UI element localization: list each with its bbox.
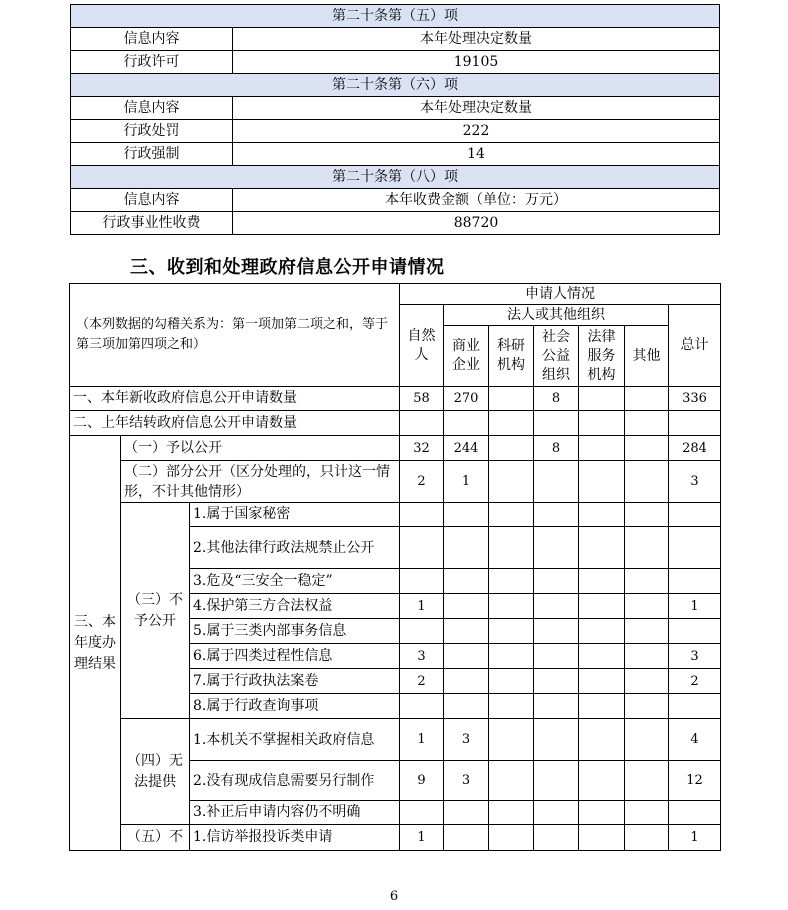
cell [534, 761, 579, 801]
cell [444, 801, 489, 825]
cell [579, 825, 625, 851]
row-label: 1.信访举报投诉类申请 [190, 825, 400, 851]
cell [534, 503, 579, 527]
cell: 1 [400, 719, 444, 761]
cell [444, 569, 489, 594]
cell [489, 387, 534, 411]
cell [669, 503, 721, 527]
cell: 3 [400, 644, 444, 669]
cell [534, 619, 579, 644]
cell: 12 [669, 761, 721, 801]
cell [489, 436, 534, 461]
cell [625, 719, 669, 761]
result-label: 三、本年度办理结果 [70, 436, 121, 851]
cell [534, 694, 579, 719]
row-label: 5.属于三类内部事务信息 [190, 619, 400, 644]
cell: 3 [444, 719, 489, 761]
cell: 3 [444, 761, 489, 801]
cell [400, 569, 444, 594]
column-header: 总计 [669, 305, 721, 387]
cell [534, 594, 579, 619]
cell: 8 [534, 387, 579, 411]
cell: 336 [669, 387, 721, 411]
row-label: 4.保护第三方合法权益 [190, 594, 400, 619]
cell [444, 825, 489, 851]
section-header: 第二十条第（六）项 [71, 74, 720, 97]
group-label: （三）不予公开 [121, 503, 190, 719]
cell [579, 669, 625, 694]
column-header: 自然人 [400, 305, 444, 387]
cell [579, 569, 625, 594]
cell: 2 [400, 461, 444, 503]
cell [579, 619, 625, 644]
row-label: 信息内容 [71, 28, 233, 51]
cell: 8 [534, 436, 579, 461]
section-title: 三、收到和处理政府信息公开申请情况 [130, 257, 445, 278]
cell [489, 461, 534, 503]
cell: 1 [669, 594, 721, 619]
row-label: 6.属于四类过程性信息 [190, 644, 400, 669]
cell: 3 [669, 461, 721, 503]
cell: 58 [400, 387, 444, 411]
cell [489, 825, 534, 851]
row-label: 3.补正后申请内容仍不明确 [190, 801, 400, 825]
cell: 3 [669, 644, 721, 669]
row-label: 3.危及“三安全一稳定” [190, 569, 400, 594]
column-header: 科研机构 [489, 326, 534, 387]
cell [534, 569, 579, 594]
cell [579, 527, 625, 569]
cell [669, 619, 721, 644]
cell [400, 503, 444, 527]
row-label: 2.其他法律行政法规禁止公开 [190, 527, 400, 569]
cell [625, 411, 669, 436]
row-value: 222 [233, 120, 720, 143]
applicant-header: 申请人情况 [400, 284, 721, 305]
cell [444, 594, 489, 619]
cell [489, 644, 534, 669]
cell [489, 619, 534, 644]
cell [669, 801, 721, 825]
cell [669, 569, 721, 594]
cell [625, 825, 669, 851]
cell [489, 594, 534, 619]
cell [400, 527, 444, 569]
cell [669, 411, 721, 436]
cell [579, 503, 625, 527]
cell: 244 [444, 436, 489, 461]
row-label: （一）予以公开 [121, 436, 400, 461]
column-header: 法律服务机构 [579, 326, 625, 387]
cell [625, 644, 669, 669]
cell [444, 503, 489, 527]
cell [579, 644, 625, 669]
cell [400, 619, 444, 644]
cell [489, 411, 534, 436]
cell [534, 644, 579, 669]
cell [534, 825, 579, 851]
column-header: 社会公益组织 [534, 326, 579, 387]
cell [534, 527, 579, 569]
cell: 270 [444, 387, 489, 411]
column-header: 其他 [625, 326, 669, 387]
page-number: 6 [389, 889, 399, 904]
cell: 284 [669, 436, 721, 461]
row-label: 信息内容 [71, 97, 233, 120]
cell [489, 569, 534, 594]
cell [669, 694, 721, 719]
section-header: 第二十条第（八）项 [71, 166, 720, 189]
cell [444, 527, 489, 569]
cell [534, 411, 579, 436]
cell [579, 801, 625, 825]
row-label: （二）部分公开（区分处理的，只计这一情形，不计其他情形） [121, 461, 400, 503]
row-value: 19105 [233, 51, 720, 74]
cell [625, 801, 669, 825]
cell: 1 [400, 594, 444, 619]
cell [625, 594, 669, 619]
cell [579, 411, 625, 436]
cell [489, 761, 534, 801]
row-value: 88720 [233, 212, 720, 235]
group-label: （五）不 [121, 825, 190, 851]
row-label: 1.属于国家秘密 [190, 503, 400, 527]
cell [625, 619, 669, 644]
cell [579, 761, 625, 801]
cell [625, 436, 669, 461]
row-label: 二、上年结转政府信息公开申请数量 [70, 411, 400, 436]
cell: 1 [444, 461, 489, 503]
legal-entity-header: 法人或其他组织 [444, 305, 669, 326]
cell [489, 719, 534, 761]
cell [400, 411, 444, 436]
row-label: 7.属于行政执法案卷 [190, 669, 400, 694]
row-label: 行政强制 [71, 143, 233, 166]
cell [444, 619, 489, 644]
cell [489, 801, 534, 825]
cell [400, 801, 444, 825]
disclosure-summary-table [70, 4, 720, 235]
column-header: 商业企业 [444, 326, 489, 387]
row-value: 本年收费金额（单位：万元） [233, 189, 720, 212]
cell [625, 694, 669, 719]
cell: 1 [400, 825, 444, 851]
row-value: 本年处理决定数量 [233, 97, 720, 120]
cell [444, 644, 489, 669]
cell: 2 [400, 669, 444, 694]
cell [579, 594, 625, 619]
cell [400, 694, 444, 719]
cell [625, 387, 669, 411]
cell [489, 527, 534, 569]
row-label: 行政处罚 [71, 120, 233, 143]
cell [669, 527, 721, 569]
row-label: 8.属于行政查询事项 [190, 694, 400, 719]
group-label: （四）无法提供 [121, 719, 190, 825]
cell [489, 669, 534, 694]
cell [534, 461, 579, 503]
row-label: 1.本机关不掌握相关政府信息 [190, 719, 400, 761]
application-handling-table [69, 283, 721, 851]
note-cell: （本列数据的勾稽关系为：第一项加第二项之和，等于第三项加第四项之和） [70, 284, 400, 387]
cell [625, 761, 669, 801]
cell [625, 569, 669, 594]
cell [579, 461, 625, 503]
row-label: 行政许可 [71, 51, 233, 74]
cell [489, 503, 534, 527]
cell [534, 719, 579, 761]
cell [625, 527, 669, 569]
row-label: 信息内容 [71, 189, 233, 212]
cell [489, 694, 534, 719]
row-label: 行政事业性收费 [71, 212, 233, 235]
cell [625, 503, 669, 527]
cell: 32 [400, 436, 444, 461]
row-label: 2.没有现成信息需要另行制作 [190, 761, 400, 801]
row-value: 14 [233, 143, 720, 166]
cell: 1 [669, 825, 721, 851]
cell [625, 669, 669, 694]
cell [444, 669, 489, 694]
cell [579, 719, 625, 761]
row-value: 本年处理决定数量 [233, 28, 720, 51]
cell: 2 [669, 669, 721, 694]
row-label: 一、本年新收政府信息公开申请数量 [70, 387, 400, 411]
cell [444, 694, 489, 719]
cell [534, 801, 579, 825]
cell [579, 694, 625, 719]
cell [534, 669, 579, 694]
cell: 4 [669, 719, 721, 761]
cell [625, 461, 669, 503]
cell [579, 387, 625, 411]
cell: 9 [400, 761, 444, 801]
section-header: 第二十条第（五）项 [71, 5, 720, 28]
cell [444, 411, 489, 436]
cell [579, 436, 625, 461]
